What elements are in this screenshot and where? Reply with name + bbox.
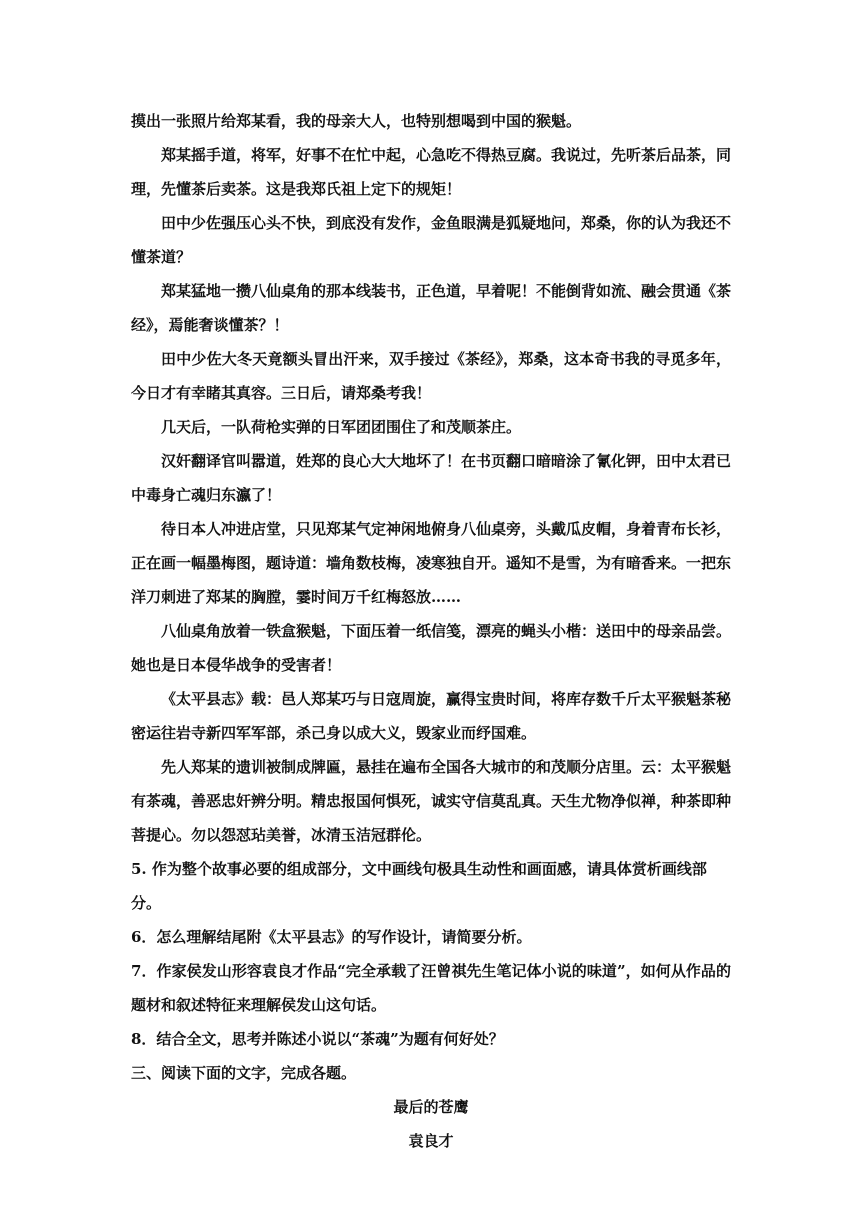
story-paragraph: 几天后，一队荷枪实弹的日军团团围住了和茂顺茶庄。 [161,418,522,436]
story-paragraph: 八仙桌角放着一铁盒猴魁，下面压着一纸信笺，漂亮的蝇头小楷：送田中的母亲品尝。她也是日本侵华战争的受害者！ [131,622,732,674]
story-paragraph: 先人郑某的遗训被制成牌匾，悬挂在遍布全国各大城市的和茂顺分店里。云：太平猴魁有茶魂，善恶忠奸辨分明。精忠报国何惧死，诚实守信莫乱真。天生尤物净似禅，种茶即种菩提心。勿以怨怼玷美誉，冰清玉洁冠群伦。 [131,758,732,844]
next-story-author: 袁良才 [408,1132,454,1150]
document-body [131,104,731,1158]
story-paragraph: 待日本人冲进店堂，只见郑某气定神闲地俯身八仙桌旁，头戴瓜皮帽，身着青布长衫，正在画一幅墨梅图，题诗道：墙角数枝梅，凌寒独自开。遥知不是雪，为有暗香来。一把东洋刀刺进了郑某的胸膛，霎时间万千红梅怒放…… [131,520,732,606]
next-story-title: 最后的苍鹰 [393,1098,469,1116]
story-paragraph: 郑某猛地一攒八仙桌角的那本线装书，正色道，早着呢！不能倒背如流、融会贯通《茶经》，焉能奢谈懂茶？！ [131,282,732,334]
story-paragraph: 汉奸翻译官叫嚣道，姓郑的良心大大地坏了！在书页翻口暗暗涂了氰化钾，田中太君已中毒身亡魂归东瀛了！ [131,452,732,504]
story-paragraph: 田中少佐强压心头不快，到底没有发作，金鱼眼满是狐疑地问，郑桑，你的认为我还不懂茶道？ [131,214,732,266]
story-paragraph: 摸出一张照片给郑某看，我的母亲大人，也特别想喝到中国的猴魁。 [131,112,582,130]
story-paragraph: 郑某摇手道，将军，好事不在忙中起，心急吃不得热豆腐。我说过，先听茶后品茶，同理，先懂茶后卖茶。这是我郑氏祖上定下的规矩！ [131,146,732,198]
question-5: 5. 作为整个故事必要的组成部分，文中画线句极具生动性和画面感，请具体赏析画线部分。 [131,860,707,912]
story-paragraph: 田中少佐大冬天竟额头冒出汗来，双手接过《茶经》，郑桑，这本奇书我的寻觅多年，今日才有幸睹其真容。三日后，请郑桑考我！ [131,350,731,402]
question-8: 8．结合全文，思考并陈述小说以“茶魂”为题有何好处？ [131,1030,504,1048]
question-7: 7．作家侯发山形容袁良才作品“完全承载了汪曾祺先生笔记体小说的味道”，如何从作品的题材和叙述特征来理解侯发山这句话。 [131,962,731,1014]
story-paragraph: 《太平县志》载：邑人郑某巧与日寇周旋，赢得宝贵时间，将库存数千斤太平猴魁茶秘密运往岩寺新四军军部，杀己身以成大义，毁家业而纾国难。 [131,690,732,742]
section-heading: 三、阅读下面的文字，完成各题。 [131,1064,357,1082]
question-6: 6．怎么理解结尾附《太平县志》的写作设计，请简要分析。 [131,928,532,946]
